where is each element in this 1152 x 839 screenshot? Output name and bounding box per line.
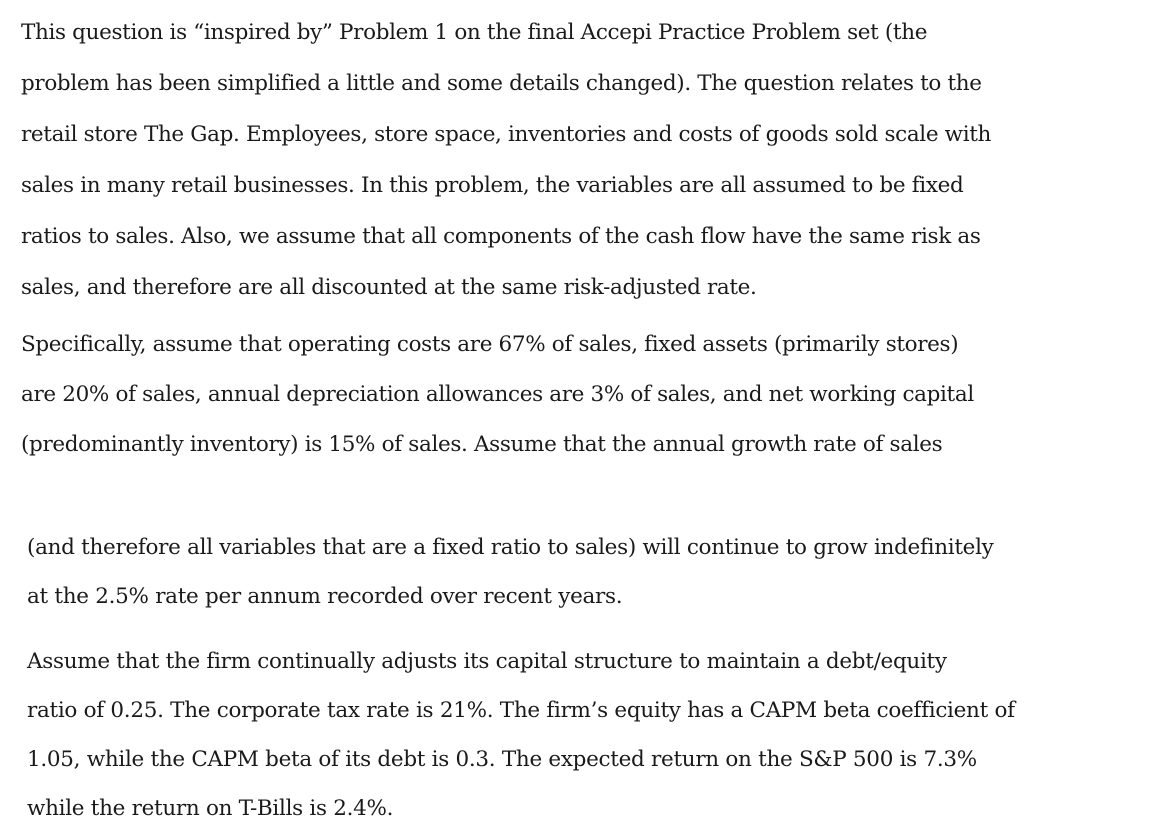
paragraph-line: 1.05, while the CAPM beta of its debt is 0.3. The expected return on the S&P 500 is 7.3% — [27, 747, 977, 772]
paragraph-line: This question is “inspired by” Problem 1 on the final Accepi Practice Problem set (the — [21, 20, 928, 45]
paragraph-line: at the 2.5% rate per annum recorded over recent years. — [27, 584, 623, 609]
paragraph-line: Assume that the firm continually adjusts its capital structure to maintain a debt/equity — [27, 649, 947, 674]
paragraph-line: sales, and therefore are all discounted at the same risk-adjusted rate. — [21, 275, 757, 300]
paragraph-line: (predominantly inventory) is 15% of sales. Assume that the annual growth rate of sales — [21, 432, 943, 457]
paragraph-line: are 20% of sales, annual depreciation allowances are 3% of sales, and net working capital — [21, 382, 974, 407]
paragraph-line: (and therefore all variables that are a fixed ratio to sales) will continue to grow indefinitely — [27, 535, 994, 560]
paragraph-line: problem has been simplified a little and some details changed). The question relates to the — [21, 71, 982, 96]
paragraph-capital-structure — [27, 637, 1015, 833]
paragraph-line: retail store The Gap. Employees, store space, inventories and costs of goods sold scale with — [21, 122, 992, 147]
paragraph-line: sales in many retail businesses. In this problem, the variables are all assumed to be fixed — [21, 173, 964, 198]
paragraph-assumptions — [21, 320, 974, 470]
paragraph-line: ratio of 0.25. The corporate tax rate is 21%. The firm’s equity has a CAPM beta coefficient of — [27, 698, 1015, 723]
paragraph-line: Specifically, assume that operating costs are 67% of sales, fixed assets (primarily stores) — [21, 332, 959, 357]
paragraph-line: while the return on T-Bills is 2.4%. — [27, 796, 394, 821]
paragraph-growth — [27, 523, 994, 621]
paragraph-intro — [21, 7, 991, 313]
paragraph-line: ratios to sales. Also, we assume that all components of the cash flow have the same risk as — [21, 224, 981, 249]
